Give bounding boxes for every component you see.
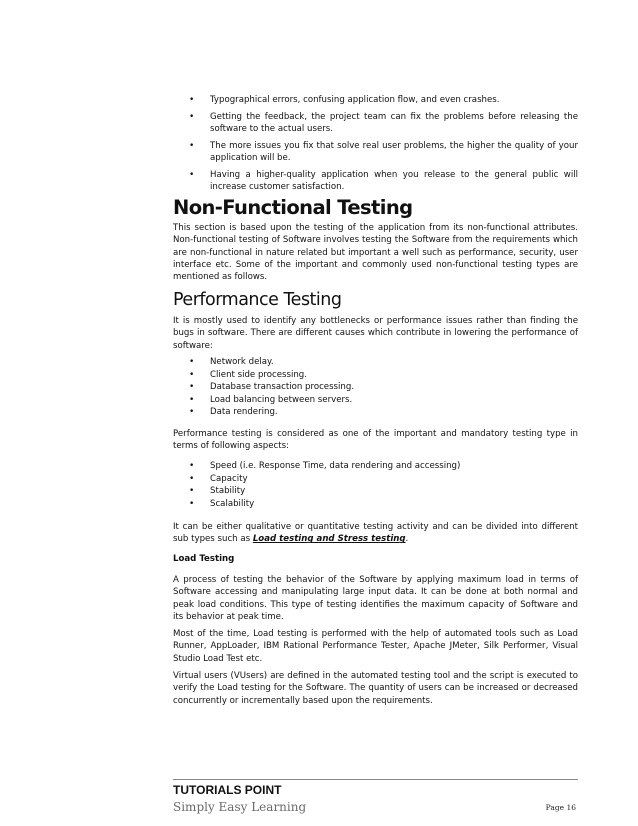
bullet-icon: • (189, 169, 195, 180)
performance-heading: Performance Testing (173, 290, 342, 310)
footer-brand: TUTORIALS POINT (173, 783, 282, 797)
nonfunctional-paragraph: This section is based upon the testing of the application from its non-functional attributes. Non-functional testing of Software involves testing the Software from the requirements which are non-functional in nature related but important a well such as performance, security, user interface etc. Some of the important and commonly used non-functional testing types are mentioned as follows. (173, 223, 578, 283)
load-testing-paragraph-3: Virtual users (VUsers) are defined in the automated testing tool and the script is executed to verify the Load testing for the Software. The quantity of users can be increased or decreased concurrently or incrementally based upon the requirements. (173, 671, 578, 706)
list-item: • Network delay. (189, 357, 274, 367)
footer-divider (173, 779, 578, 780)
list-item: • Database transaction processing. (189, 382, 355, 392)
bullet-icon: • (189, 498, 195, 509)
bullet-icon: • (189, 357, 195, 367)
load-testing-paragraph-1: A process of testing the behavior of the Software by applying maximum load in terms of Software accessing and manipulating large input data. It can be done at both normal and peak load conditions. This type of testing identifies the maximum capacity of Software and its behavior at peak time. (173, 575, 578, 622)
bullet-icon: • (189, 461, 195, 471)
nonfunctional-heading: Non-Functional Testing (173, 196, 413, 219)
bullet-icon: • (189, 382, 195, 392)
bullet-icon: • (189, 140, 195, 151)
list-item: • Client side processing. (189, 369, 307, 380)
page-number: Page 16 (545, 803, 576, 812)
performance-subtypes-paragraph: It can be either qualitative or quantitative testing activity and can be divided into different sub types such as Load testing and Stress testing. (173, 522, 578, 545)
subtypes-emphasis: Load testing and Stress testing (252, 534, 406, 545)
load-testing-heading: Load Testing (173, 554, 235, 564)
list-item: • The more issues you fix that solve real user problems, the higher the quality of your application will be. (189, 140, 578, 163)
footer-tagline: Simply Easy Learning (173, 800, 307, 814)
performance-aspects-list (173, 460, 578, 510)
list-item: • Typographical errors, confusing application flow, and even crashes. (189, 95, 500, 105)
load-testing-paragraph-2: Most of the time, Load testing is performed with the help of automated tools such as Load Runner, AppLoader, IBM Rational Performance Tester, Apache JMeter, Silk Performer, Visual Studio Load Test etc. (173, 629, 578, 664)
bullet-icon: • (189, 407, 195, 417)
list-item: • Scalability (189, 498, 255, 509)
performance-aspects-intro: Performance testing is considered as one of the important and mandatory testing type in terms of following aspects: (173, 429, 578, 452)
intro-bullet-list (173, 94, 578, 198)
bullet-icon: • (189, 95, 195, 105)
performance-causes-list (173, 356, 578, 419)
performance-intro: It is mostly used to identify any bottlenecks or performance issues rather than finding the bugs in software. There are different causes which contribute in lowering the performance of software: (173, 316, 578, 351)
list-item: • Getting the feedback, the project team can fix the problems before releasing the software to the actual users. (189, 111, 578, 134)
bullet-icon: • (189, 111, 195, 122)
bullet-icon: • (189, 369, 195, 380)
bullet-icon: • (189, 486, 195, 496)
list-item: • Load balancing between servers. (189, 394, 353, 405)
list-item: • Data rendering. (189, 407, 278, 417)
list-item: • Having a higher-quality application when you release to the general public will increase customer satisfaction. (189, 169, 578, 192)
bullet-icon: • (189, 394, 195, 405)
list-item: • Capacity (189, 473, 248, 484)
list-item: • Stability (189, 486, 246, 496)
bullet-icon: • (189, 473, 195, 484)
list-item: • Speed (i.e. Response Time, data rendering and accessing) (189, 461, 461, 471)
